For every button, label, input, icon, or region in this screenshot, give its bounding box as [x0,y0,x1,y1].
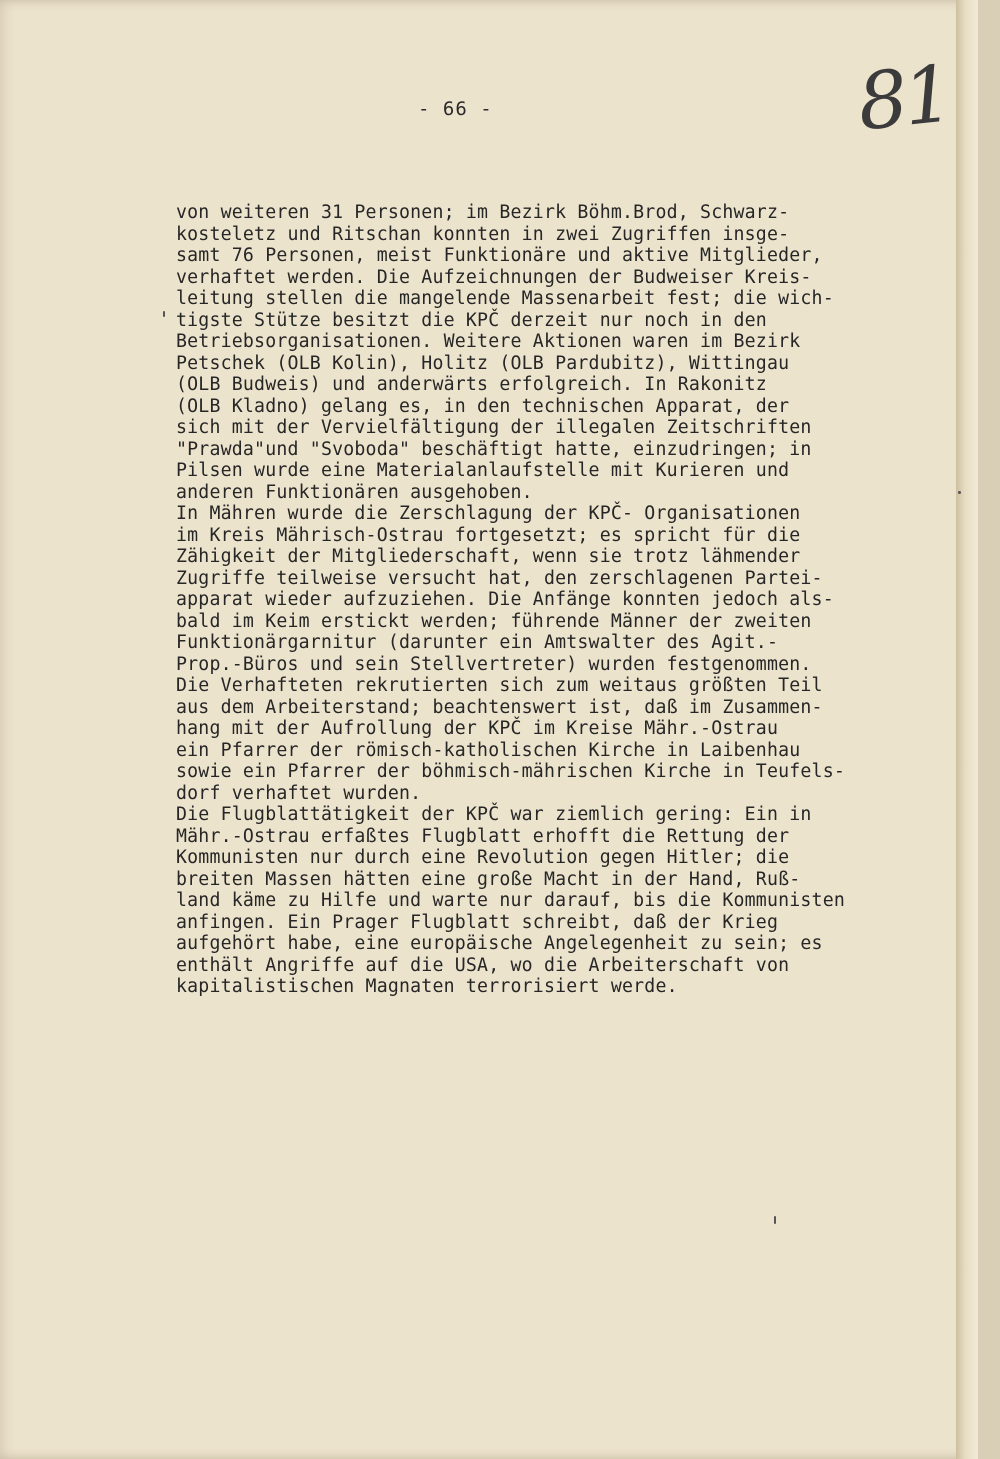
text-line: aus dem Arbeiterstand; beachtenswert ist, daß im Zusammen- [176,696,823,718]
text-line: bald im Keim erstickt werden; führende Männer der zweiten [176,610,812,632]
text-line: breiten Massen hätten eine große Macht in der Hand, Ruß- [176,868,801,890]
text-line: verhaftet werden. Die Aufzeichnungen der Budweiser Kreis- [176,266,812,288]
text-line: Prop.-Büros und sein Stellvertreter) wurden festgenommen. [176,653,812,675]
text-line: apparat wieder aufzuziehen. Die Anfänge konnten jedoch als- [176,589,834,610]
text-line: tigste Stütze besitzt die KPČ derzeit nur noch in den [176,309,767,331]
text-line: enthält Angriffe auf die USA, wo die Arbeiterschaft von [176,954,790,976]
text-line: kapitalistischen Magnaten terrorisiert werde. [176,976,678,997]
page-number: - 66 - [418,98,493,120]
text-line: Pilsen wurde eine Materialanlaufstelle mit Kurieren und [176,460,790,481]
text-line: Die Flugblattätigkeit der KPČ war ziemlich gering: Ein in [176,804,812,825]
text-line: Funktionärgarnitur (darunter ein Amtswalter des Agit.- [176,632,779,653]
text-line: dorf verhaftet wurden. [176,782,422,804]
text-line: (OLB Kladno) gelang es, in den technischen Apparat, der [176,395,790,417]
text-line: (OLB Budweis) und anderwärts erfolgreich. In Rakonitz [176,374,767,395]
text-line: ein Pfarrer der römisch-katholischen Kirche in Laibenhau [176,739,801,761]
text-line: leitung stellen die mangelende Massenarbeit fest; die wich- [176,288,834,309]
body-text [176,202,956,998]
text-line: In Mähren wurde die Zerschlagung der KPČ- Organisationen [176,503,801,524]
text-line: sich mit der Vervielfältigung der illegalen Zeitschriften [176,417,812,438]
text-line: Die Verhafteten rekrutierten sich zum weitaus größten Teil [176,675,823,696]
text-line: Zähigkeit der Mitgliederschaft, wenn sie trotz lähmender [176,546,801,567]
text-line: land käme zu Hilfe und warte nur darauf, bis die Kommunisten [176,890,845,911]
text-line: Petschek (OLB Kolin), Holitz (OLB Pardubitz), Wittingau [176,352,790,374]
text-line: Betriebsorganisationen. Weitere Aktionen waren im Bezirk [176,331,801,352]
text-line: von weiteren 31 Personen; im Bezirk Böhm.Brod, Schwarz- [176,202,790,223]
text-line: Zugriffe teilweise versucht hat, den zerschlagenen Partei- [176,567,823,589]
page-edge [956,0,978,1459]
text-line: sowie ein Pfarrer der böhmisch-mährischen Kirche in Teufels- [176,761,845,782]
handwritten-folio-number: 81 [853,49,954,149]
text-line: hang mit der Aufrollung der KPČ im Kreise Mähr.-Ostrau [176,718,779,739]
margin-mark [958,491,961,494]
text-line: Mähr.-Ostrau erfaßtes Flugblatt erhofft die Rettung der [176,825,790,847]
margin-mark [774,1216,776,1224]
text-line: Kommunisten nur durch eine Revolution gegen Hitler; die [176,847,790,868]
text-line: im Kreis Mährisch-Ostrau fortgesetzt; es spricht für die [176,524,801,546]
text-line: "Prawda"und "Svoboda" beschäftigt hatte, einzudringen; in [176,438,812,460]
text-line: anderen Funktionären ausgehoben. [176,481,533,503]
text-line: anfingen. Ein Prager Flugblatt schreibt, daß der Krieg [176,911,779,933]
margin-mark [163,311,165,317]
text-line: aufgehört habe, eine europäische Angelegenheit zu sein; es [176,933,823,954]
text-line: samt 76 Personen, meist Funktionäre und aktive Mitglieder, [176,245,823,266]
text-line: kosteletz und Ritschan konnten in zwei Zugriffen insge- [176,223,790,245]
